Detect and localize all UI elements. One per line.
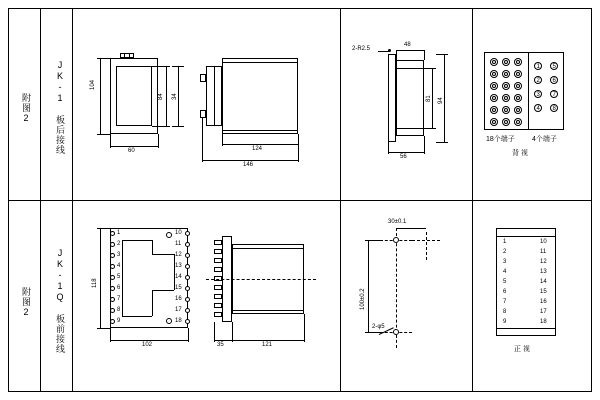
row2-hole-centerline-v2 — [426, 232, 427, 260]
col-divider-4 — [472, 8, 473, 392]
row1-view3-inner-h2 — [396, 128, 424, 129]
row1-dim-124: 124 — [252, 146, 263, 152]
row2-view2-top — [232, 248, 304, 249]
row1-dim-104: 104 — [90, 79, 96, 90]
row-divider — [8, 200, 592, 201]
row1-terminal-panel-divider — [528, 52, 529, 130]
row1-dim-124-ext-l — [222, 134, 223, 146]
row1-dim-104-ext-bot — [97, 134, 111, 135]
row2-hole-1 — [393, 237, 399, 243]
row2-panel-caption: 正 视 — [514, 346, 530, 353]
row2-panel-top-inner — [496, 236, 556, 237]
row1-dim-124-ext-r — [298, 134, 299, 146]
row1-dim-56-line — [388, 152, 424, 153]
row2-dim-35-ext-l — [214, 322, 215, 342]
col-divider-2 — [72, 8, 73, 392]
row2-dim-118-line — [100, 228, 101, 328]
row1-dim-104-ext-top — [97, 58, 111, 59]
row1-dim-124-line — [222, 144, 298, 145]
row2-dim-100-ext-t — [365, 240, 381, 241]
row1-dim-34-ext-bot — [172, 126, 184, 127]
row2-dim-121-ext-r — [304, 314, 305, 342]
row2-view2-bot — [232, 310, 304, 311]
row2-dim-102-ext-r — [188, 328, 189, 342]
row1-dim-60-ext-l — [110, 134, 111, 148]
row1-dim-60-line — [110, 146, 158, 147]
row2-dim-121-line — [232, 340, 304, 341]
row1-dim-84-line — [166, 66, 167, 126]
row1-dim-84-ext-bot — [152, 126, 170, 127]
row2-dim-118: 118 — [92, 278, 98, 288]
row1-dim-56-ext-l — [388, 142, 389, 154]
row1-dim-81-ext-t — [424, 68, 436, 69]
row2-panel-bottom-inner — [496, 328, 556, 329]
row2-dim-102: 102 — [142, 342, 153, 348]
row1-view2-top-edge — [222, 62, 298, 63]
row1-caption-right: 4个端子 — [532, 136, 557, 143]
row2-label-phi5: 2-φ5 — [372, 324, 385, 330]
row1-view2-inner-v — [214, 66, 215, 126]
row1-view1-inner-body — [116, 66, 152, 126]
row1-view2-bot-edge — [222, 130, 298, 131]
row2-dim-118-ext-t — [97, 228, 111, 229]
row1-view2-body — [222, 58, 298, 134]
row1-dim-81-ext-b — [424, 128, 436, 129]
row1-view1-tab-line1 — [124, 53, 125, 58]
row1-view2-stub-bot — [200, 110, 206, 118]
row2-view1-step-v1 — [122, 240, 123, 316]
row1-dim-48-ext-l — [396, 50, 397, 60]
row2-view1-step-v4 — [152, 290, 153, 316]
row1-dim-48: 48 — [404, 42, 411, 48]
row1-dim-56-ext-r — [424, 136, 425, 154]
row1-dim-146-line — [202, 160, 298, 161]
row1-dim-146-ext-l — [202, 118, 203, 162]
row1-label-r25: 2-R2.5 — [352, 46, 371, 52]
row2-view1-step-h4 — [122, 316, 152, 317]
row1-view2-stub-top — [200, 74, 206, 82]
row1-dim-81-line — [432, 68, 433, 128]
row2-figure-label: 附图2 — [21, 286, 31, 318]
row2-view1-step-h2 — [152, 254, 174, 255]
row2-hole-centerline-h3 — [412, 240, 440, 241]
row2-dim-35-line — [214, 340, 232, 341]
row1-dim-34: 34 — [172, 93, 178, 100]
col-divider-1 — [40, 8, 41, 392]
row1-dim-56: 56 — [400, 154, 407, 160]
row2-dim-100: 100±0.2 — [360, 288, 366, 310]
row1-view1-top-tab — [120, 53, 134, 58]
row1-dim-94-line — [444, 54, 445, 142]
row1-dim-60-ext-r — [158, 134, 159, 148]
row1-caption-bottom: 背 视 — [512, 150, 528, 157]
row2-view1-hole-bottom — [166, 318, 172, 324]
row1-dim-146-ext-r — [298, 146, 299, 162]
row2-view1-step-v2 — [152, 240, 153, 254]
row2-view1-step-h1 — [122, 240, 152, 241]
row1-dim-84-ext-top — [152, 66, 170, 67]
row1-dim-81: 81 — [426, 95, 432, 102]
row2-model-label: JK-1Q 板前接线 — [55, 247, 65, 354]
row1-dim-146: 146 — [243, 162, 254, 168]
col-divider-3 — [340, 8, 341, 392]
row2-view2-centerline — [206, 279, 316, 280]
row2-view1-hole-top — [166, 232, 172, 238]
row2-dim-100-line — [368, 240, 369, 332]
row2-dim-35-ext-r — [232, 322, 233, 342]
row2-dim-30: 30±0.1 — [388, 219, 407, 225]
row2-dim-35: 35 — [217, 342, 224, 348]
row2-view1-step-h3 — [152, 290, 174, 291]
row1-dim-84: 84 — [158, 93, 164, 100]
row1-dim-34-line — [178, 66, 179, 126]
row2-dim-121: 121 — [262, 342, 273, 348]
row2-dim-102-line — [110, 340, 188, 341]
row1-dim-94-ext-b — [436, 142, 448, 143]
row1-dim-48-line — [396, 50, 424, 51]
row1-dim-94-ext-t — [436, 54, 448, 55]
row1-view3-inner-h1 — [396, 68, 424, 69]
row1-figure-label: 附图2 — [21, 92, 31, 124]
drawing-sheet: 附图2 JK-1 板后接线 104 84 34 60 124 146 2-R2.5 48 81 94 56 1 5 2 6 3 7 4 8 18个端子 4个端子 背 视 附图2 JK-1Q 板前接线 1 2 3 4 5 6 7 8 9 10 11 12 13 14 15 16 17 18 118 102 35 121 30±0.1 100±0.2 2-φ5 1 2 3 4 5 6 7 8 9 10 11 12 13 14 15 16 17 18 正 视 — [0, 0, 600, 400]
row1-label-r25-dot — [388, 49, 391, 52]
row2-dim-102-ext-l — [110, 328, 111, 342]
row1-dim-34-ext-top — [172, 66, 184, 67]
row2-hole-2 — [393, 329, 399, 335]
row2-dim-118-ext-b — [97, 328, 111, 329]
row1-view3-body — [396, 60, 424, 136]
row1-model-label: JK-1 板后接线 — [55, 59, 65, 155]
row1-view1-tab-line2 — [129, 53, 130, 58]
row1-dim-104-line — [100, 58, 101, 134]
row1-dim-60: 60 — [128, 148, 135, 154]
row1-dim-94: 94 — [438, 97, 444, 104]
row1-caption-left: 18个端子 — [486, 136, 515, 143]
row1-dim-48-ext-r — [424, 50, 425, 60]
row2-dim-30-line — [396, 228, 426, 229]
row1-view3-front-plate — [388, 54, 396, 142]
